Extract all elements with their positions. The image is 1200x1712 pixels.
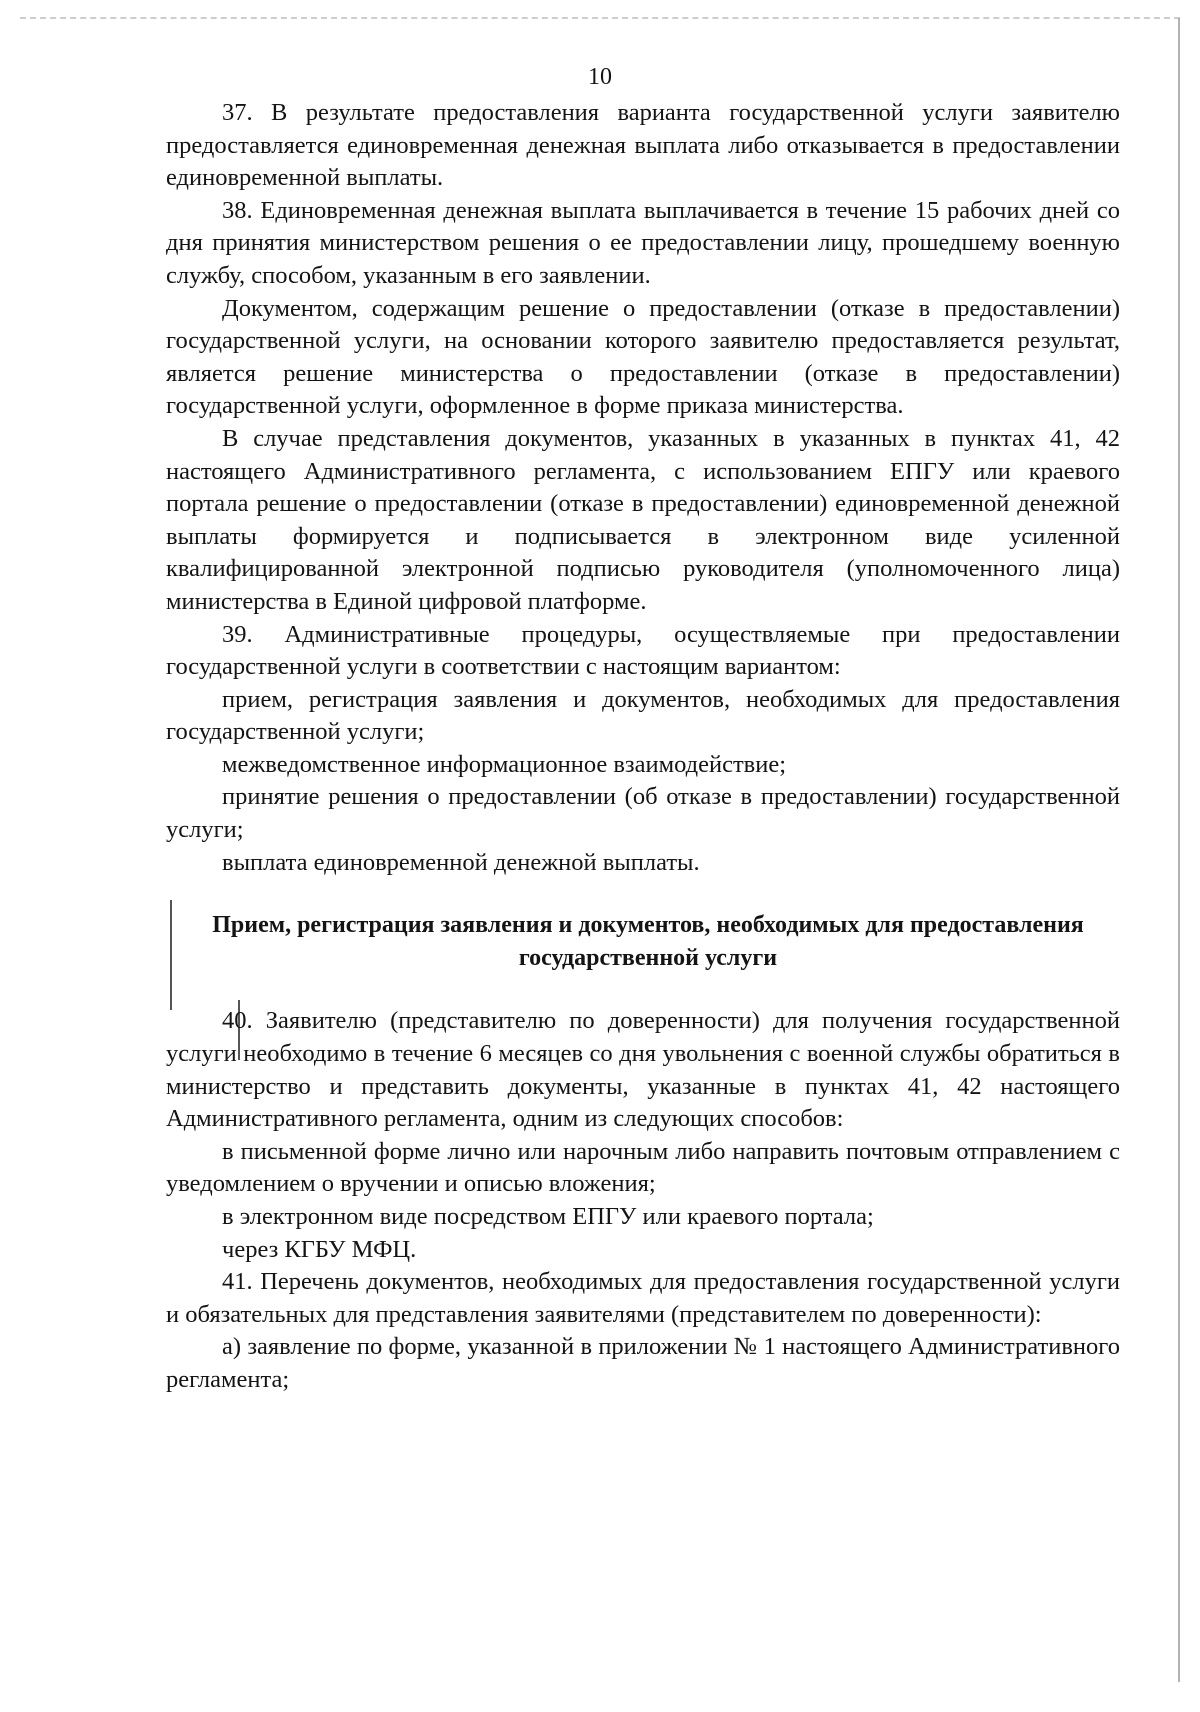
list-item: принятие решения о предоставлении (об отказе в предоставлении) государственной услуги; [166,783,1120,844]
document-body [166,97,1120,1397]
paragraph: Документом, содержащим решение о предоставлении (отказе в предоставлении) государственной услуги, на основании которого заявителю предоставляется результат, является решение министерства о предоставлении (отказе в предоставлении) государственной услуги, оформленное в форме приказа министерства. [166,294,1120,420]
paragraph: 39. Административные процедуры, осуществляемые при предоставлении государственной услуги в соответствии с настоящим вариантом: [166,620,1120,681]
list-item: в электронном виде посредством ЕПГУ или краевого портала; [222,1203,874,1230]
list-item: межведомственное информационное взаимодействие; [222,750,787,778]
scan-edge-top [20,17,1180,19]
list-item: прием, регистрация заявления и документов, необходимых для предоставления государственной услуги; [166,685,1120,746]
section-heading: Прием, регистрация заявления и документов, необходимых для предоставления государственной услуги [212,912,1084,971]
list-item: в письменной форме лично или нарочным либо направить почтовым отправлением с уведомлением о вручении и описью вложения; [166,1137,1120,1198]
paragraph: 37. В результате предоставления варианта государственной услуги заявителю предоставляется единовременная денежная выплата либо отказывается в предоставлении единовременной выплаты. [166,99,1120,192]
paragraph: 38. Единовременная денежная выплата выплачивается в течение 15 рабочих дней со дня принятия министерством решения о ее предоставлении лицу, прошедшему военную службу, способом, указанным в его заявлении. [166,196,1120,289]
paragraph: 40. Заявителю (представителю по доверенности) для получения государственной услуги необходимо в течение 6 месяцев со дня увольнения с военной службы обратиться в министерство и представить документы, указанные в пунктах 41, 42 настоящего Административного регламента, одним из следующих способов: [166,1007,1120,1133]
page-number: 10 [588,64,612,90]
list-item: а) заявление по форме, указанной в приложении № 1 настоящего Административного регламента; [166,1333,1120,1393]
scan-edge-right [1178,18,1180,1682]
paragraph: В случае представления документов, указанных в указанных в пунктах 41, 42 настоящего Административного регламента, с использованием ЕПГУ или краевого портала решение о предоставлении (отказе в предоставлении) единовременной денежной выплаты формируется и подписывается в электронном виде усиленной квалифицированной электронной подписью руководителя (уполномоченного лица) министерства в Единой цифровой платформе. [166,424,1120,615]
list-item: через КГБУ МФЦ. [222,1235,417,1263]
list-item: выплата единовременной денежной выплаты. [222,848,700,876]
paragraph: 41. Перечень документов, необходимых для предоставления государственной услуги и обязательных для представления заявителями (представителем по доверенности): [166,1268,1120,1328]
